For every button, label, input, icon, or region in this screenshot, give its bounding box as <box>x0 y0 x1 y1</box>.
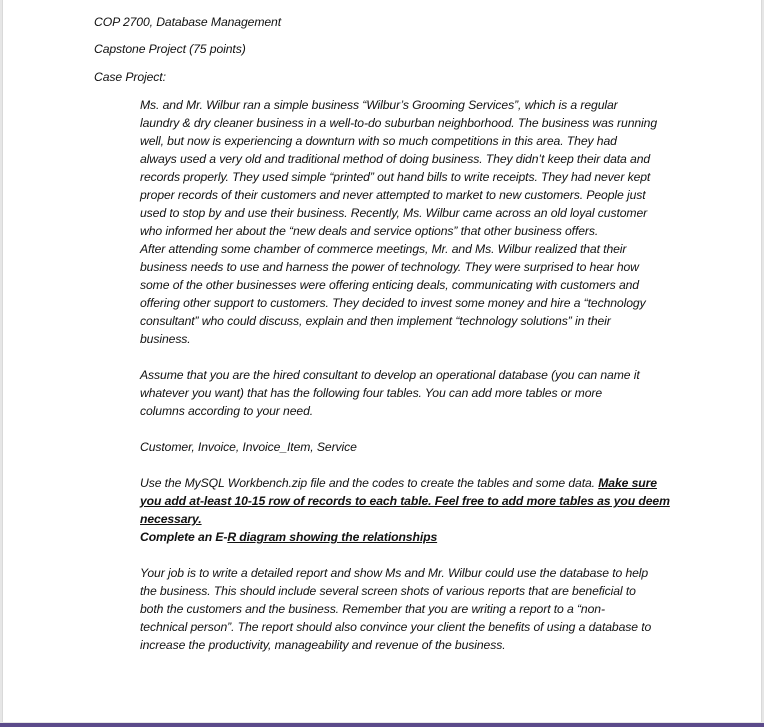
document-page <box>2 0 762 722</box>
paragraph-line: Assume that you are the hired consultant to develop an operational database (you can name it <box>140 368 640 382</box>
paragraph-line: technical person”. The report should also convince your client the benefits of using a database to <box>140 620 652 634</box>
requirement-text: you add at-least 10-15 row of records to each table. Feel free to add more tables as you deem <box>140 494 670 508</box>
paragraph-line: columns according to your need. <box>140 404 314 418</box>
requirement-text: Make sure <box>598 476 657 490</box>
course-title: COP 2700, Database Management <box>94 15 282 29</box>
paragraph-line: increase the productivity, manageability and revenue of the business. <box>140 638 506 652</box>
paragraph-line: some of the other businesses were offering enticing deals, communicating with customers and <box>140 278 639 292</box>
case-project-label: Case Project: <box>94 70 166 84</box>
paragraph-line: proper records of their customers and never attempted to market to new customers. People just <box>140 188 646 202</box>
paragraph-line: business. <box>140 332 191 346</box>
paragraph-line: business needs to use and harness the power of technology. They were surprised to hear how <box>140 260 639 274</box>
paragraph-line: offering other support to customers. They decided to invest some money and hire a “technology <box>140 296 646 310</box>
instruction-text: Use the MySQL Workbench.zip file and the codes to create the tables and some data. <box>140 476 599 490</box>
table-list: Customer, Invoice, Invoice_Item, Service <box>140 440 357 454</box>
paragraph-line: used to stop by and use their business. Recently, Ms. Wilbur came across an old loyal customer <box>140 206 648 220</box>
paragraph-line: the business. This should include several screen shots of various reports that are beneficial to <box>140 584 636 598</box>
paragraph-line: After attending some chamber of commerce meetings, Mr. and Ms. Wilbur realized that their <box>140 242 627 256</box>
paragraph-line: laundry & dry cleaner business in a well-to-do suburban neighborhood. The business was running <box>140 116 658 130</box>
requirement-text: necessary. <box>140 512 202 526</box>
paragraph-line: well, but now is experiencing a downturn with so much competitions in this area. They had <box>140 134 617 148</box>
requirement-text: Complete an E- <box>140 530 228 544</box>
instruction-line <box>140 474 657 492</box>
paragraph-line: records properly. They used simple “printed” out hand bills to write receipts. They had never kept <box>140 170 651 184</box>
er-diagram-requirement <box>140 528 437 546</box>
paragraph-line: whatever you want) that has the following four tables. You can add more tables or more <box>140 386 603 400</box>
requirement-text: R diagram showing the relationships <box>227 530 438 544</box>
paragraph-line: Ms. and Mr. Wilbur ran a simple business “Wilbur’s Grooming Services”, which is a regular <box>140 98 618 112</box>
paragraph-line: Your job is to write a detailed report and show Ms and Mr. Wilbur could use the database to help <box>140 566 649 580</box>
project-title: Capstone Project (75 points) <box>94 42 246 56</box>
window-bottom-bar <box>0 723 764 727</box>
paragraph-line: both the customers and the business. Remember that you are writing a report to a “non- <box>140 602 605 616</box>
paragraph-line: always used a very old and traditional method of doing business. They didn’t keep their data and <box>140 152 651 166</box>
paragraph-line: consultant” who could discuss, explain and then implement “technology solutions” in their <box>140 314 611 328</box>
paragraph-line: who informed her about the “new deals and service options” that other business offers. <box>140 224 599 238</box>
